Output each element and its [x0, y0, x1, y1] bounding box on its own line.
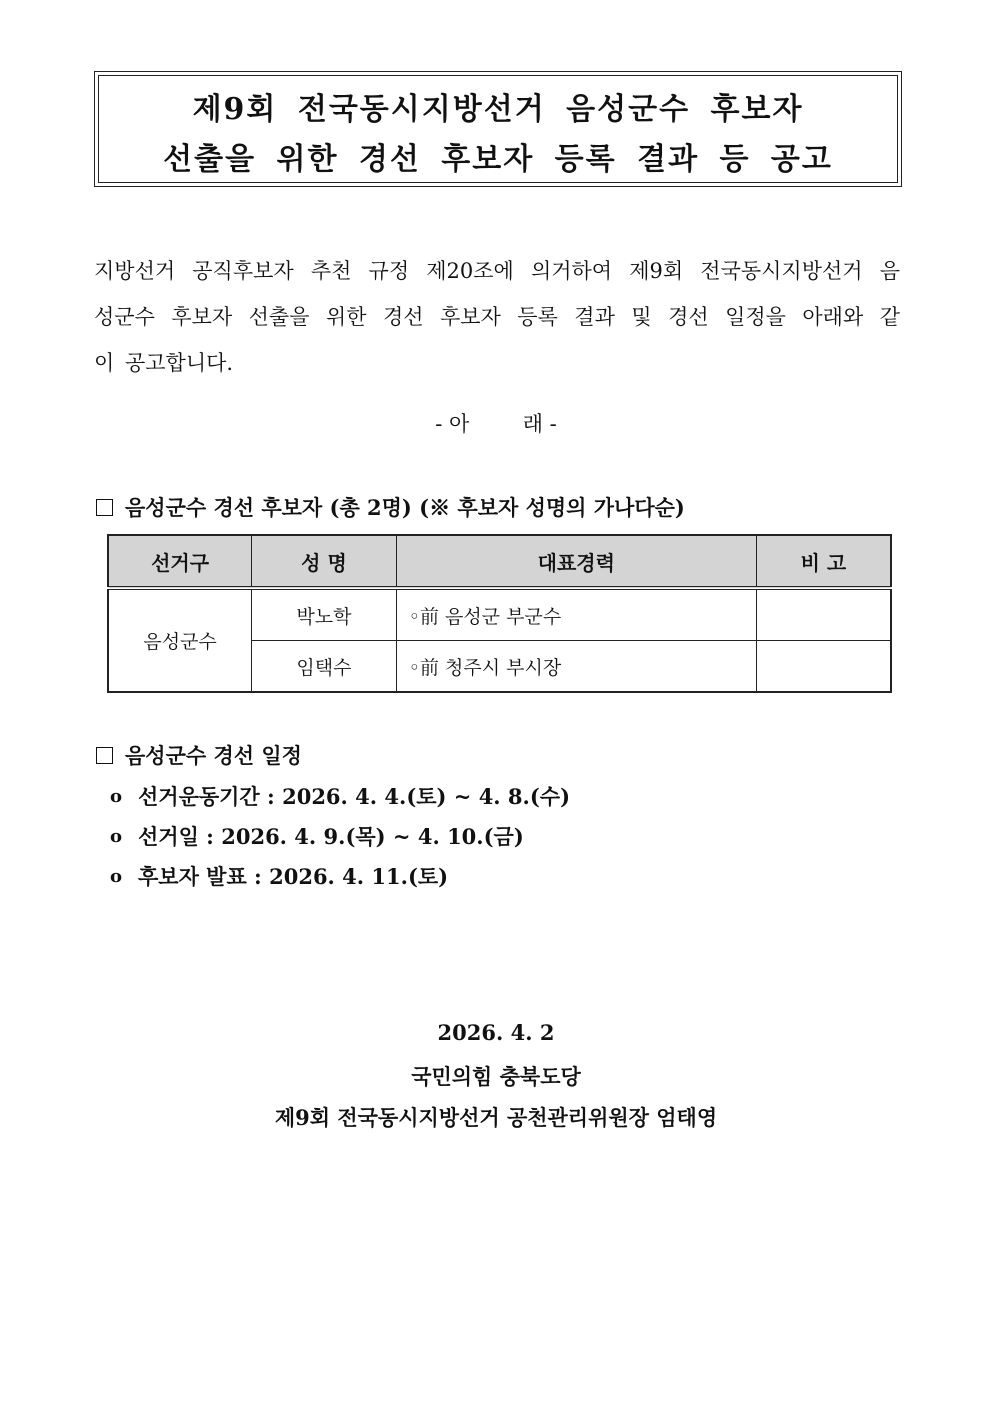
footer-org: 국민의힘 충북도당 [411, 1064, 581, 1089]
schedule-item [110, 821, 524, 851]
bullet-icon: o [110, 825, 123, 847]
intro-line-1: 지방선거 공직후보자 추천 규정 제20조에 의거하여 제9회 전국동시지방선거 음 [94, 259, 900, 283]
header-career: 대표경력 [396, 535, 756, 588]
checkbox-square-icon [96, 747, 113, 764]
header-name: 성 명 [252, 535, 397, 588]
header-note: 비 고 [756, 535, 891, 588]
schedule-item [110, 861, 448, 891]
section-candidates-heading [96, 492, 685, 522]
table-header-row [108, 535, 891, 588]
candidate-name: 임택수 [252, 641, 397, 693]
title-box [94, 71, 902, 187]
candidate-career: ◦前 음성군 부군수 [396, 588, 756, 641]
footer-date: 2026. 4. 2 [437, 1020, 555, 1045]
candidate-note [756, 641, 891, 693]
schedule-text: 선거운동기간 : 2026. 4. 4.(토) ~ 4. 8.(수) [138, 784, 571, 809]
candidate-note [756, 588, 891, 641]
bullet-icon: o [110, 785, 123, 807]
intro-line-2: 성군수 후보자 선출을 위한 경선 후보자 등록 결과 및 경선 일정을 아래와 같 [94, 305, 900, 329]
schedule-text: 후보자 발표 : 2026. 4. 11.(토) [138, 864, 449, 889]
title-line-1: 제9회 전국동시지방선거 음성군수 후보자 [192, 92, 804, 127]
header-district: 선거구 [108, 535, 252, 588]
candidate-name: 박노학 [252, 588, 397, 641]
below-mark: - 아 래 - [435, 412, 557, 436]
title-line-2: 선출을 위한 경선 후보자 등록 결과 등 공고 [163, 142, 833, 177]
intro-line-3: 이 공고합니다. [94, 351, 234, 375]
candidates-table [107, 534, 892, 693]
table-row [108, 588, 891, 641]
section-schedule-title: 음성군수 경선 일정 [125, 743, 302, 768]
checkbox-square-icon [96, 499, 113, 516]
section-schedule-heading [96, 740, 302, 770]
footer-signer: 제9회 전국동시지방선거 공천관리위원장 엄태영 [274, 1105, 718, 1130]
bullet-icon: o [110, 865, 123, 887]
section-candidates-title: 음성군수 경선 후보자 (총 2명) (※ 후보자 성명의 가나다순) [125, 495, 685, 520]
schedule-text: 선거일 : 2026. 4. 9.(목) ~ 4. 10.(금) [138, 824, 524, 849]
candidate-career: ◦前 청주시 부시장 [396, 641, 756, 693]
district-cell: 음성군수 [108, 588, 252, 692]
schedule-item [110, 781, 570, 811]
intro-paragraph [94, 248, 900, 386]
